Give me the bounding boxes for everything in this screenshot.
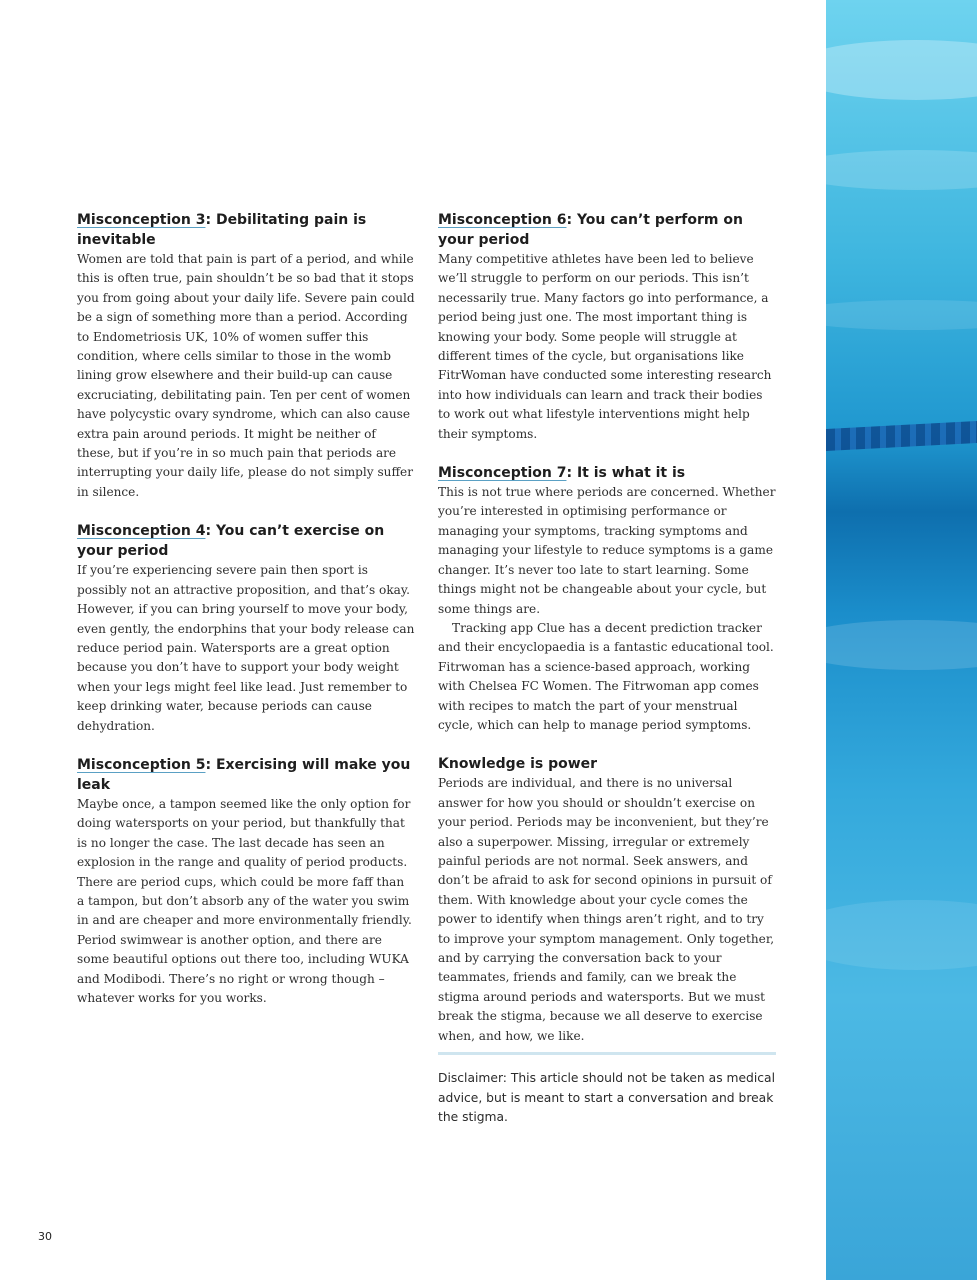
section-heading: Knowledge is power: [438, 756, 598, 773]
page-number: 30: [38, 1230, 52, 1243]
section-heading: Misconception 6: You can’t perform on your period: [438, 212, 743, 248]
body-paragraph: Many competitive athletes have been led to believe we’ll struggle to perform on our periods. This isn’t necessarily true. Many factors go into performance, a period being just one. The most important thing is knowing your body. Some people will struggle at different times of the cycle, but organisations like FitrWoman have conducted some interesting research into how individuals can learn and track their bodies to work out what lifestyle interventions might help their symptoms.: [438, 252, 772, 441]
lane-rope: [826, 421, 977, 451]
section-misconception-3: [77, 210, 415, 502]
section-heading: Misconception 5: Exercising will make you leak: [77, 756, 411, 793]
pool-water-photo: [826, 0, 977, 1280]
section-heading: Misconception 3: Debilitating pain is inevitable: [77, 212, 367, 248]
left-column: [77, 210, 415, 1027]
body-paragraph: If you’re experiencing severe pain then sport is possibly not an attractive proposition, and that’s okay. However, if you can bring yourself to move your body, even gently, the endorphins that your body release can reduce period pain. Watersports are a great option because you don’t have to support your body weight when your legs might feel like lead. Just remember to keep drinking water, because periods can cause dehydration.: [77, 563, 415, 733]
section-misconception-4: [77, 521, 415, 736]
body-paragraph: Tracking app Clue has a decent prediction tracker and their encyclopaedia is a fantastic educational tool. Fitrwoman has a science-based approach, working with Chelsea FC Women. The Fitrwoman app comes with recipes to match the part of your menstrual cycle, which can help to manage period symptoms.: [438, 620, 774, 732]
section-heading: Misconception 7: It is what it is: [438, 465, 686, 482]
body-paragraph: Women are told that pain is part of a period, and while this is often true, pain shouldn’t be so bad that it stops you from going about your daily life. Severe pain could be a sign of something more than a period. According to Endometriosis UK, 10% of women suffer this condition, where cells similar to those in the womb lining grow elsewhere and their build-up can cause excruciating, debilitating pain. Ten per cent of women have polycystic ovary syndrome, which can also cause extra pain around periods. It might be neither of these, but if you’re in so much pain that periods are interrupting your daily life, please do not simply suffer in silence.: [77, 252, 415, 499]
section-misconception-7: [438, 463, 776, 735]
body-paragraph: This is not true where periods are concerned. Whether you’re interested in optimising performance or managing your symptoms, tracking symptoms and managing your lifestyle to reduce symptoms is a game changer. It’s never too late to start learning. Some things might not be changeable about your cycle, but some things are.: [438, 485, 776, 616]
section-heading: Misconception 4: You can’t exercise on your period: [77, 523, 385, 560]
section-misconception-6: [438, 210, 776, 444]
body-paragraph: Periods are individual, and there is no universal answer for how you should or shouldn’t exercise on your period. Periods may be inconvenient, but they’re also a superpower. Missing, irregular or extremely painful periods are not normal. Seek answers, and don’t be afraid to ask for second opinions in pursuit of them. With knowledge about your cycle comes the power to identify when things aren’t right, and to try to improve your symptom management. Only together, and by carrying the conversation back to your teammates, friends and family, can we break the stigma around periods and watersports. But we must break the stigma, because we all deserve to exercise when, and how, we like.: [438, 776, 775, 1043]
right-column: [438, 210, 776, 1128]
divider: [438, 1052, 776, 1055]
section-knowledge-is-power: [438, 754, 776, 1046]
body-paragraph: Maybe once, a tampon seemed like the only option for doing watersports on your period, but thankfully that is no longer the case. The last decade has seen an explosion in the range and quality of period products. There are period cups, which could be more faff than a tampon, but don’t absorb any of the water you swim in and are cheaper and more environmentally friendly. Period swimwear is another option, and there are some beautiful options out there too, including WUKA and Modibodi. There’s no right or wrong though – whatever works for you works.: [77, 796, 412, 1005]
section-misconception-5: [77, 755, 415, 1008]
disclaimer: Disclaimer: This article should not be taken as medical advice, but is meant to start a conversation and break the stigma.: [438, 1071, 775, 1125]
